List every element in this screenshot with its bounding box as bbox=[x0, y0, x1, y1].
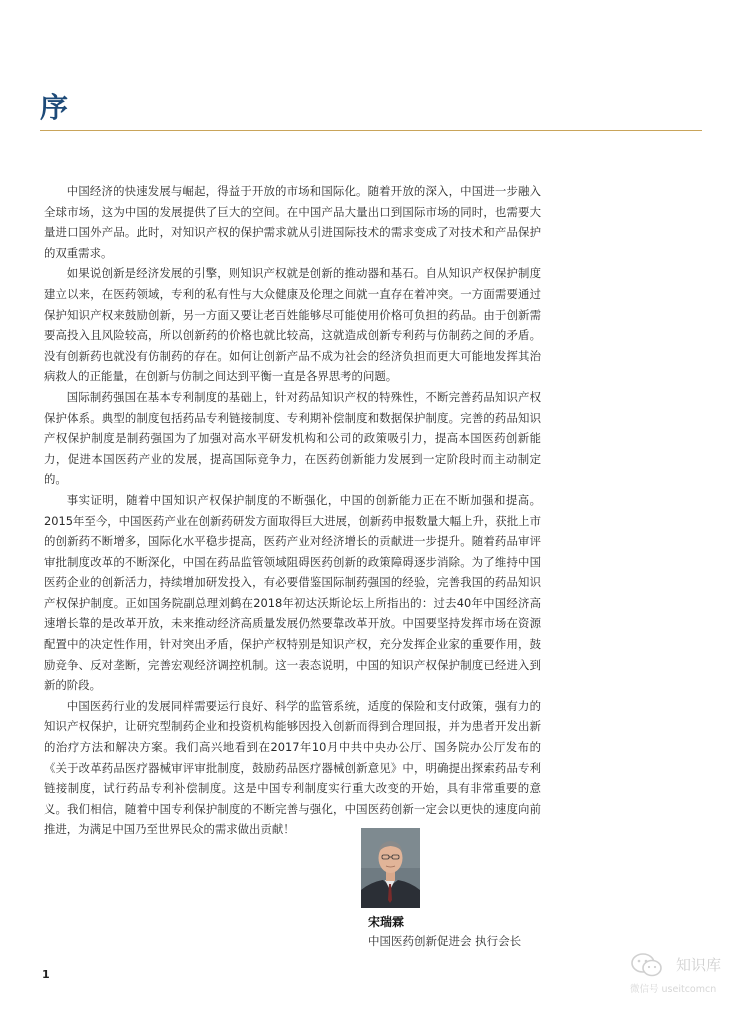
paragraph: 中国经济的快速发展与崛起，得益于开放的市场和国际化。随着开放的深入，中国进一步融入全球市场，这为中国的发展提供了巨大的空间。在中国产品大量出口到国际市场的同时，也需要大量进口国外产品。此时，对知识产权的保护需求就从引进国际技术的需求变成了对技术和产品保护的双重需求。 bbox=[44, 184, 541, 260]
page-number: 1 bbox=[42, 968, 50, 981]
portrait-illustration bbox=[361, 828, 420, 908]
paragraph: 国际制药强国在基本专利制度的基础上，针对药品知识产权的特殊性，不断完善药品知识产权保护体系。典型的制度包括药品专利链接制度、专利期补偿制度和数据保护制度。完善的药品知识产权保护制度是制药强国为了加强对高水平研发机构和公司的政策吸引力，提高本国医药创新能力，促进本国医药产业的发展，提高国际竞争力，在医药创新能力发展到一定阶段时而主动制定的。 bbox=[44, 389, 541, 487]
signature-title: 中国医药创新促进会 执行会长 bbox=[368, 934, 522, 948]
author-portrait bbox=[361, 828, 420, 908]
watermark-name: 知识库 bbox=[676, 956, 722, 974]
paragraph: 中国医药行业的发展同样需要运行良好、科学的监管系统，适度的保险和支付政策，强有力的知识产权保护，让研究型制药企业和投资机构能够因投入创新而得到合理回报，并为患者开发出新的治疗方法和解决方案。我们高兴地看到在2017年10月中共中央办公厅、国务院办公厅发布的《关于改革药品医疗器械审评审批制度，鼓励药品医疗器械创新意见》中，明确提出探索药品专利链接制度，试行药品专利补偿制度。这是中国专利制度实行重大改变的开始，具有非常重要的意义。我们相信，随着中国专利保护制度的不断完善与强化，中国医药创新一定会以更快的速度向前推进，为满足中国乃至世界民众的需求做出贡献！ bbox=[44, 698, 541, 837]
signature-name: 宋瑞霖 bbox=[368, 915, 405, 929]
preface-body bbox=[44, 181, 541, 840]
watermark-subtitle: 微信号 useitcomcn bbox=[630, 984, 717, 995]
paragraph: 事实证明，随着中国知识产权保护制度的不断强化，中国的创新能力正在不断加强和提高。2015年至今，中国医药产业在创新药研发方面取得巨大进展，创新药申报数量大幅上升，获批上市的创新药不断增多，国际化水平稳步提高，医药产业对经济增长的贡献进一步提升。随着药品审评审批制度改革的不断深化，中国在药品监管领域阻碍医药创新的政策障碍逐步消除。为了维持中国医药企业的创新活力，持续增加研发投入，有必要借鉴国际制药强国的经验，完善我国的药品知识产权保护制度。正如国务院副总理刘鹤在2018年初达沃斯论坛上所指出的：过去40年中国经济高速增长靠的是改革开放，未来推动经济高质量发展仍然要靠改革开放。中国要坚持发挥市场在资源配置中的决定性作用，针对突出矛盾，保护产权特别是知识产权，充分发挥企业家的重要作用，鼓励竞争、反对垄断，完善宏观经济调控机制。这一表态说明，中国的知识产权保护制度已经进入到新的阶段。 bbox=[44, 492, 541, 693]
paragraph: 如果说创新是经济发展的引擎，则知识产权就是创新的推动器和基石。自从知识产权保护制度建立以来，在医药领域，专利的私有性与大众健康及伦理之间就一直存在着冲突。一方面需要通过保护知识产权来鼓励创新，另一方面又要让老百姓能够尽可能使用价格可负担的药品。由于创新需要高投入且风险较高，所以创新药的价格也就比较高，这就造成创新专利药与仿制药之间的矛盾。没有创新药也就没有仿制药的存在。如何让创新产品不成为社会的经济负担而更大可能地发挥其治病救人的正能量，在创新与仿制之间达到平衡一直是各界思考的问题。 bbox=[44, 266, 541, 384]
wechat-icon bbox=[630, 952, 664, 978]
title-divider bbox=[40, 130, 702, 131]
page-title: 序 bbox=[40, 91, 69, 124]
watermark bbox=[630, 950, 740, 1000]
